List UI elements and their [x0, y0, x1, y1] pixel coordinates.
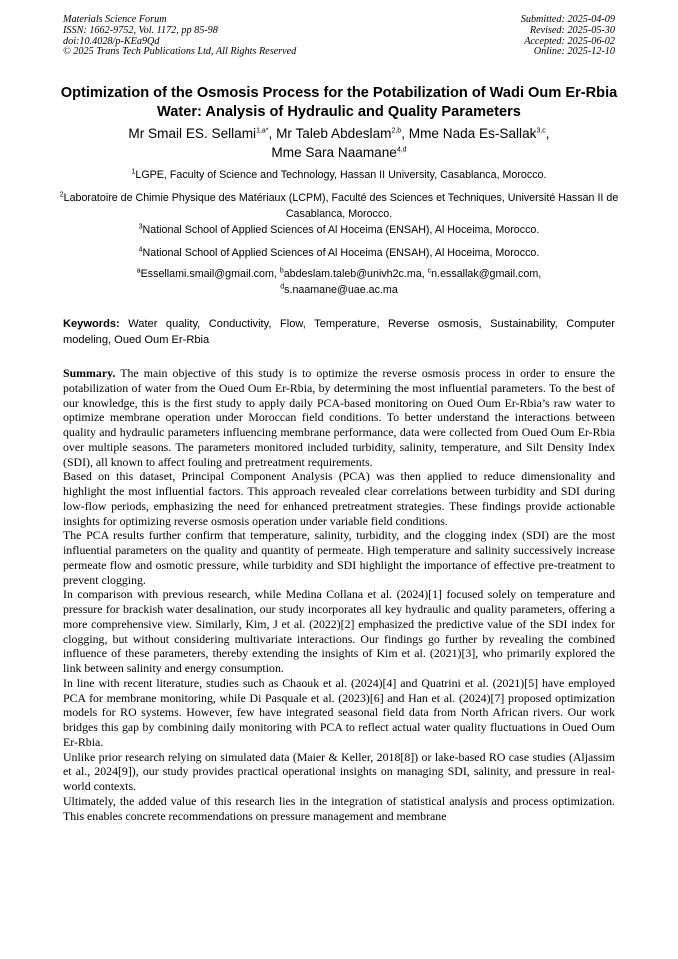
author-separator: ,: [401, 126, 409, 141]
paper-title: Optimization of the Osmosis Process for the Potabilization of Wadi Oum Er-Rbia Water: Analysis of Hydraulic and Quality Parameters: [60, 85, 618, 120]
summary-paragraph: In line with recent literature, studies such as Chaouk et al. (2024)[4] and Quatrini et al. (2021)[5] have employed PCA for membrane monitoring, while Di Pasquale et al. (2023)[6] and Han et al. (2024)[7] proposed optimization models for RO systems. However, few have integrated seasonal field data from North African rivers. Our work bridges this gap by combining daily monitoring with PCA to reflect actual water quality fluctuations in Oued Oum Er-Rbia.: [63, 675, 615, 749]
summary-paragraph: The PCA results further confirm that temperature, salinity, turbidity, and the clogging index (SDI) are the most influential parameters on the quality and quantity of permeate. High temperature and salinity successively increase permeate flow and osmotic pressure, while turbidity and SDI highlight the importance of effective pre-treatment to prevent clogging.: [63, 528, 615, 587]
affiliation-3: [50, 223, 628, 239]
author-affiliation-mark: 2,b: [391, 127, 402, 135]
affiliation-4: [50, 246, 628, 262]
affiliation-1: [50, 168, 628, 184]
affiliation-text: National School of Applied Sciences of Al Hoceima (ENSAH), Al Hoceima, Morocco.: [142, 247, 540, 259]
affiliation-mark: 1: [131, 168, 136, 176]
email-mark: d: [280, 282, 285, 290]
affiliation-text: National School of Applied Sciences of Al Hoceima (ENSAH), Al Hoceima, Morocco.: [142, 224, 540, 236]
copyright-line: © 2025 Trans Tech Publications Ltd, All Rights Reserved: [63, 46, 297, 58]
email-separator: ,: [273, 268, 280, 280]
keywords-text: Water quality, Conductivity, Flow, Temperature, Reverse osmosis, Sustainability, Computer modeling, Oued Oum Er-Rbia: [63, 318, 615, 346]
issn-line: ISSN: 1662-9752, Vol. 1172, pp 85-98: [63, 24, 218, 36]
author-affiliation-mark: 4,d: [396, 146, 407, 154]
email-mark: b: [279, 267, 284, 275]
accepted-date: Accepted: 2025-06-02: [524, 35, 615, 47]
email-address[interactable]: n.essallak@gmail.com: [431, 268, 539, 280]
affiliation-text: Laboratoire de Chimie Physique des Matériaux (LCPM), Faculté des Sciences et Techniques, Université Hassan II de Casablanca, Morocco.: [63, 192, 619, 220]
affiliation-mark: 2: [59, 191, 64, 199]
submitted-date: Submitted: 2025-04-09: [520, 14, 615, 25]
keywords-label: Keywords:: [63, 318, 120, 330]
author-name: Mr Smail ES. Sellami: [128, 126, 257, 141]
keywords-section: [63, 317, 615, 348]
affiliation-mark: 3: [138, 223, 143, 231]
email-separator: ,: [421, 268, 428, 280]
journal-name: Materials Science Forum: [63, 14, 167, 25]
email-mark: c: [427, 267, 432, 275]
summary-label: Summary.: [63, 366, 116, 380]
summary-paragraph: Based on this dataset, Principal Component Analysis (PCA) was then applied to reduce dimensionality and highlight the most influential factors. This approach revealed clear correlations between turbidity and SDI during low-flow periods, emphasizing the need for enhanced pretreatment strategies. These findings provide actionable insights for optimizing reverse osmosis operation under variable field conditions.: [63, 469, 615, 528]
author-name: Mme Sara Naamane: [271, 145, 397, 160]
author-name: Mme Nada Es-Sallak: [408, 126, 537, 141]
summary-paragraph: Ultimately, the added value of this research lies in the integration of statistical analysis and process optimization. This enables concrete recommendations on pressure management and membrane: [63, 793, 615, 823]
affiliation-text: LGPE, Faculty of Science and Technology, Hassan II University, Casablanca, Morocco.: [135, 169, 547, 181]
dates-info: [521, 15, 615, 58]
affiliation-2: [50, 191, 628, 222]
journal-info: [63, 15, 296, 58]
doi-line: doi:10.4028/p-KEa9Qd: [63, 35, 160, 47]
author-separator: ,: [268, 126, 277, 141]
email-address[interactable]: s.naamane@uae.ac.ma: [284, 283, 398, 296]
email-address[interactable]: abdeslam.taleb@univh2c.ma: [283, 268, 422, 280]
online-date: Online: 2025-12-10: [533, 46, 615, 58]
email-list: [50, 267, 628, 298]
author-name: Mr Taleb Abdeslam: [276, 126, 392, 141]
summary-paragraph: [63, 366, 615, 469]
affiliation-mark: 4: [138, 246, 143, 254]
summary-section: [63, 366, 615, 823]
summary-paragraph: In comparison with previous research, while Medina Collana et al. (2024)[1] focused solely on temperature and pressure for brackish water desalination, our study incorporates all key hydraulic and quality parameters, offering a more comprehensive view. Similarly, Kim, J et al. (2022)[2] emphasized the predictive value of the SDI index for clogging, but without considering multivariate interactions. Our findings go further by revealing the combined influence of these parameters, thereby extending the insights of Kim et al. (2021)[3], who primarily explored the link between salinity and energy consumption.: [63, 587, 615, 675]
email-separator: ,: [538, 268, 542, 280]
summary-paragraph: Unlike prior research relying on simulated data (Maier & Keller, 2018[8]) or lake-based RO case studies (Aljassim et al., 2024[9]), our study provides practical operational insights on managing SDI, salinity, and pressure in real-world contexts.: [63, 749, 615, 793]
author-separator: ,: [545, 126, 550, 141]
email-address[interactable]: Essellami.smail@gmail.com: [140, 268, 274, 280]
author-affiliation-mark: 1,a*: [256, 127, 269, 135]
email-mark: a: [136, 267, 141, 275]
revised-date: Revised: 2025-05-30: [529, 24, 615, 36]
author-list: [50, 124, 628, 162]
paragraph-text: The main objective of this study is to optimize the reverse osmosis process in order to ensure the potabilization of water from the Oued Oum Er-Rbia, by determining the most influential parameters. To the best of our knowledge, this is the first study to apply daily PCA-based monitoring on Oued Oum Er-Rbia’s raw water to optimize membrane operation under Moroccan field conditions. To better understand the interactions between quality and hydraulic parameters influencing membrane performance, data were collected from Oued Oum Er-Rbia over multiple seasons. The parameters monitored included turbidity, salinity, temperature, and Silt Density Index (SDI), all known to affect fouling and pretreatment requirements.: [63, 366, 615, 469]
author-affiliation-mark: 3,c: [536, 127, 546, 135]
